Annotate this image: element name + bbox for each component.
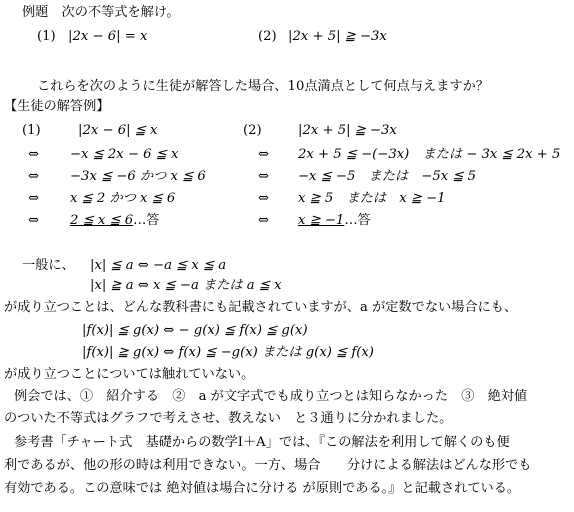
- answer-1-final-line: [70, 212, 159, 230]
- rule-2: |x| ≧ a ⇔ x ≦ −a または a ≦ x: [90, 278, 282, 293]
- answer-2-step: x ≧ 5 または x ≧ −1: [298, 191, 446, 206]
- rule-1: |x| ≦ a ⇔ −a ≦ x ≦ a: [90, 258, 227, 273]
- sentence-2: が成り立つことについては触れていない。: [4, 367, 255, 382]
- answer-1-step: −3x ≦ −6 かつ x ≦ 6: [70, 169, 206, 184]
- answer-1-arrow: ⇔: [28, 213, 40, 228]
- rule-3: |f(x)| ≦ g(x) ⇔ − g(x) ≦ f(x) ≦ g(x): [82, 323, 308, 338]
- problem-2-label: (2): [258, 29, 277, 44]
- answer-2-step: 2x + 5 ≦ −(−3x) または − 3x ≦ 2x + 5: [298, 147, 561, 162]
- paragraph-3-line: 利であるが、他の形の時は利用できない。一方、場合 分けによる解法はどんな形でも: [4, 458, 532, 473]
- paragraph-3-line: 参考書「チャート式 基礎からの数学Ⅰ＋A」では、『この解法を利用して解くのも便: [14, 435, 510, 450]
- sentence-1: が成り立つことは、どんな教科書にも記載されていますが、a が定数でない場合にも、: [4, 300, 518, 315]
- answer-2-final-line: [298, 212, 371, 230]
- problem-1-expression: |2x − 6| = x: [68, 29, 148, 44]
- answer-1-final-suffix: …答: [133, 213, 160, 228]
- problem-1-label: (1): [37, 29, 56, 44]
- answer-1-step: −x ≦ 2x − 6 ≦ x: [70, 147, 179, 162]
- answer-1-step: x ≦ 2 かつ x ≦ 6: [70, 191, 176, 206]
- answer-2-final: x ≧ −1: [298, 213, 345, 228]
- answer-2-label: (2): [243, 123, 262, 138]
- problem-heading: 例題 次の不等式を解け。: [22, 5, 180, 20]
- question-text: これらを次のように生徒が解答した場合、10点満点として何点与えますか？: [37, 79, 489, 94]
- answer-2-step: −x ≦ −5 または −5x ≦ 5: [298, 169, 476, 184]
- paragraph-2-line: のついた不等式はグラフで考えさせ、教えない と３通りに分かれました。: [4, 411, 453, 426]
- problem-2-expression: |2x + 5| ≧ −3x: [288, 29, 387, 44]
- answer-2-lead: |2x + 5| ≧ −3x: [298, 123, 397, 138]
- answer-1-final: 2 ≦ x ≦ 6: [70, 213, 134, 228]
- answer-1-arrow: ⇔: [28, 147, 40, 162]
- answer-2-arrow: ⇔: [258, 191, 270, 206]
- answer-2-arrow: ⇔: [258, 213, 270, 228]
- answer-1-arrow: ⇔: [28, 191, 40, 206]
- answer-1-arrow: ⇔: [28, 169, 40, 184]
- answers-heading: 【生徒の解答例】: [4, 99, 110, 114]
- answer-1-label: (1): [22, 123, 41, 138]
- general-prefix: 一般に、: [22, 258, 75, 273]
- paragraph-3-line: 有効である。この意味では 絶対値は場合に分ける が原則である。』と記載されている。: [4, 481, 521, 496]
- answer-2-arrow: ⇔: [258, 169, 270, 184]
- answer-2-final-suffix: …答: [344, 213, 371, 228]
- answer-1-lead: |2x − 6| ≦ x: [78, 123, 158, 138]
- answer-2-arrow: ⇔: [258, 147, 270, 162]
- rule-4: |f(x)| ≧ g(x) ⇔ f(x) ≦ −g(x) または g(x) ≦ f(x): [82, 345, 374, 360]
- paragraph-2-line: 例会では、① 紹介する ② a が文字式でも成り立つとは知らなかった ③ 絶対値: [14, 389, 528, 404]
